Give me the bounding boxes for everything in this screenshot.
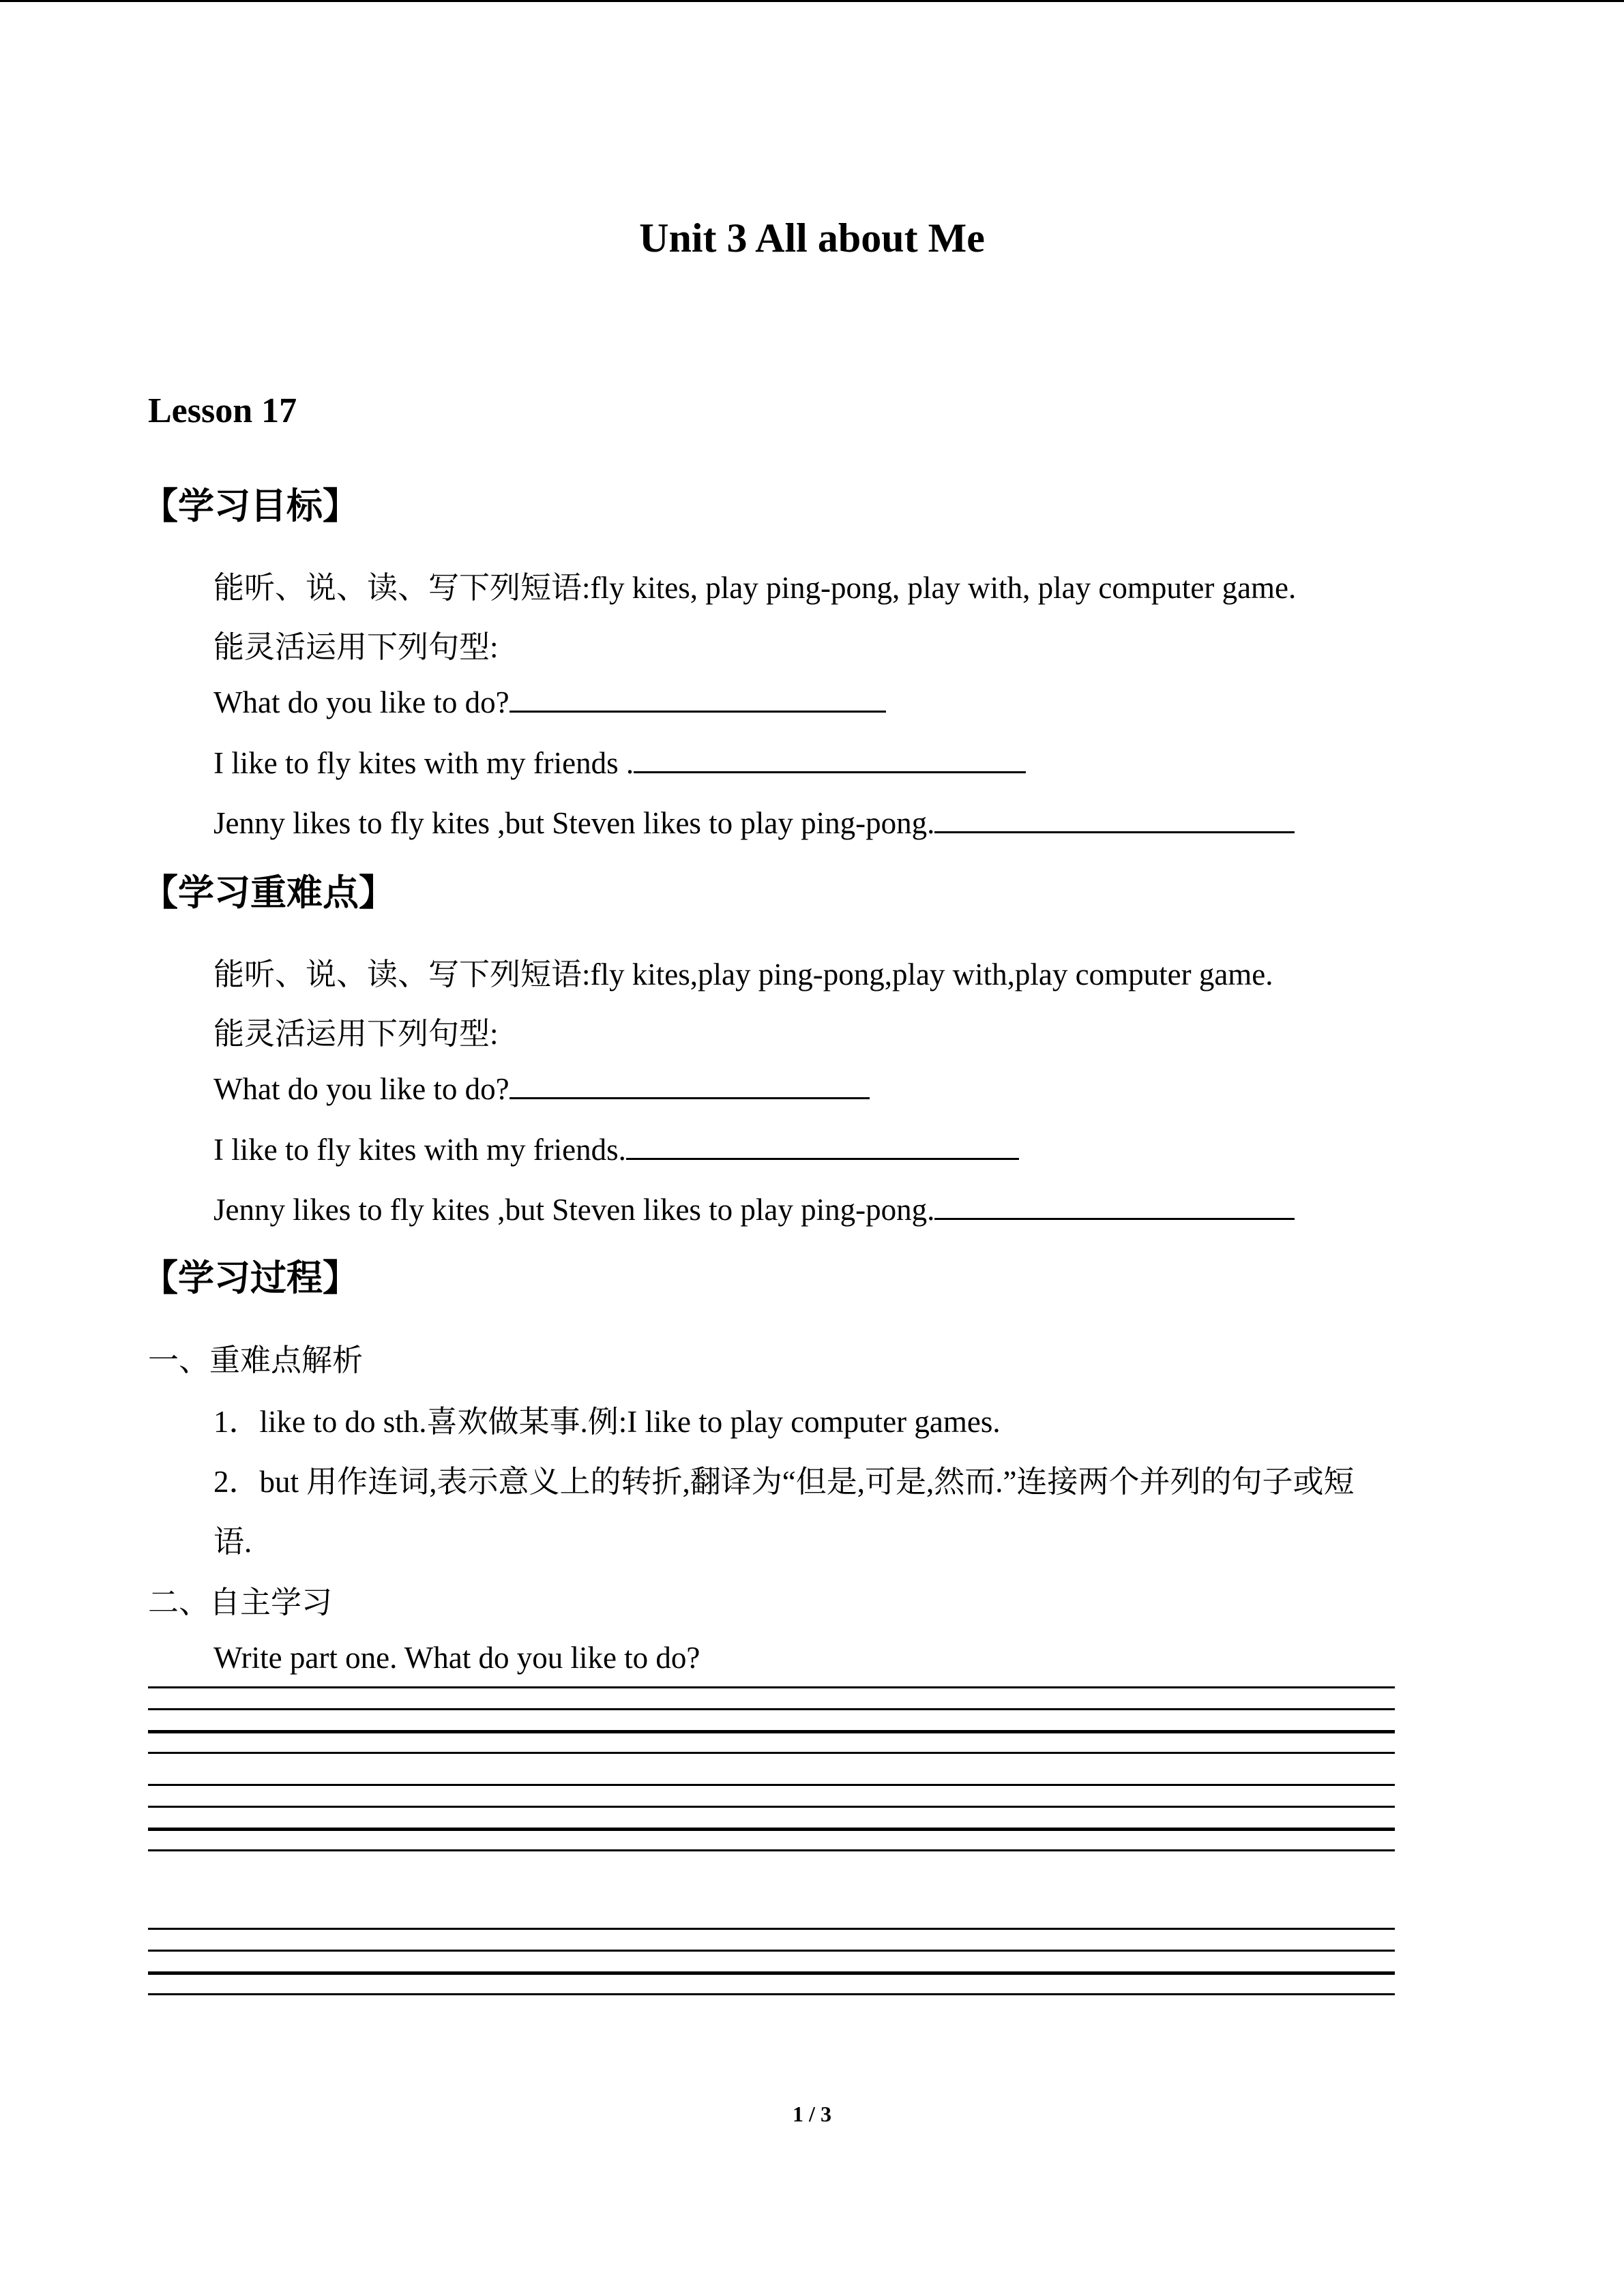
writing-line	[148, 1708, 1395, 1710]
answer-blank	[934, 811, 1295, 833]
answer-blank	[934, 1197, 1295, 1220]
objectives-sentence-2	[213, 745, 1026, 781]
key-points-sentence-1	[213, 1071, 870, 1107]
objectives-patterns-intro: 能灵活运用下列句型:	[213, 630, 499, 664]
objectives-sentence-1	[213, 685, 886, 720]
sentence-text: What do you like to do?	[213, 1072, 510, 1106]
key-points-patterns-intro: 能灵活运用下列句型:	[213, 1017, 499, 1051]
answer-blank	[510, 690, 886, 713]
section-1-item-2-continued: 语.	[213, 1525, 252, 1559]
section-2-prompt: Write part one. What do you like to do?	[213, 1641, 700, 1675]
objectives-heading: 【学习目标】	[142, 487, 359, 526]
writing-line	[148, 1928, 1395, 1930]
section-1-item-1: 1．like to do sth.喜欢做某事.例:I like to play computer games.	[213, 1405, 1001, 1439]
writing-line	[148, 1752, 1395, 1754]
writing-line	[148, 1950, 1395, 1952]
section-1-item-2: 2．but 用作连词,表示意义上的转折,翻译为“但是,可是,然而.”连接两个并列的句子或短	[213, 1465, 1355, 1499]
key-points-phrases: 能听、说、读、写下列短语:fly kites,play ping-pong,play with,play computer game.	[213, 957, 1273, 992]
top-border-line	[0, 0, 1624, 2]
answer-blank	[510, 1077, 870, 1099]
writing-line	[148, 1971, 1395, 1975]
writing-line	[148, 1686, 1395, 1688]
answer-blank	[626, 1137, 1019, 1160]
key-points-heading: 【学习重难点】	[142, 874, 395, 913]
objectives-phrases: 能听、说、读、写下列短语:fly kites, play ping-pong, play with, play computer game.	[213, 571, 1297, 605]
document-title: Unit 3 All about Me	[639, 215, 985, 260]
writing-line	[148, 1828, 1395, 1831]
key-points-sentence-2	[213, 1132, 1019, 1167]
page-number: 1 / 3	[793, 2102, 831, 2126]
sentence-text: I like to fly kites with my friends .	[213, 746, 634, 780]
sentence-text: What do you like to do?	[213, 685, 510, 719]
section-2-title: 二、自主学习	[148, 1585, 333, 1620]
writing-line	[148, 1730, 1395, 1733]
answer-blank	[634, 751, 1026, 773]
sentence-text: Jenny likes to fly kites ,but Steven likes to play ping-pong.	[213, 1193, 935, 1227]
sentence-text: I like to fly kites with my friends.	[213, 1133, 626, 1167]
process-heading: 【学习过程】	[142, 1259, 359, 1298]
lesson-heading: Lesson 17	[148, 391, 297, 430]
writing-line	[148, 1849, 1395, 1851]
objectives-sentence-3	[213, 805, 1295, 841]
sentence-text: Jenny likes to fly kites ,but Steven likes to play ping-pong.	[213, 806, 935, 840]
writing-line	[148, 1784, 1395, 1786]
writing-line	[148, 1993, 1395, 1995]
section-1-title: 一、重难点解析	[148, 1343, 364, 1377]
writing-line	[148, 1806, 1395, 1808]
key-points-sentence-3	[213, 1192, 1295, 1227]
